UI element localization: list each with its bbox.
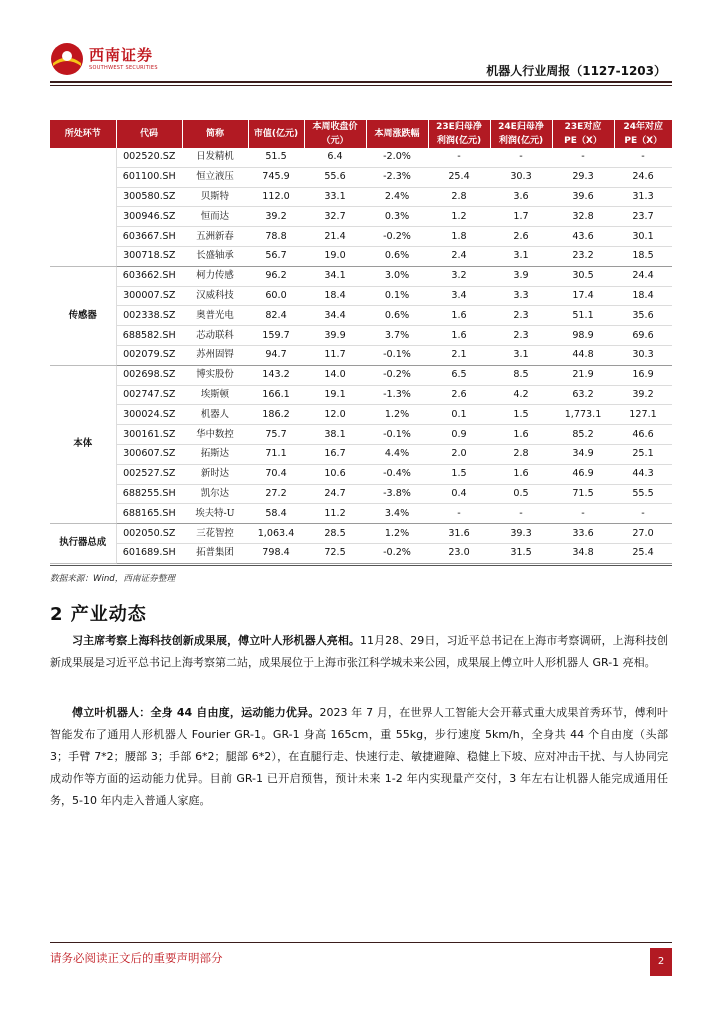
table-cell: - (614, 148, 672, 167)
table-cell: 71.1 (248, 444, 304, 464)
stock-name: 贝斯特 (182, 187, 248, 207)
table-cell: 19.0 (304, 246, 366, 266)
paragraph-1-body: 11月28、29日，习近平总书记在上海市考察调研，上海科技创新成果展是习近平总书记上海考察第二站，成果展位于上海市张江科学城未来公园，成果展上傅立叶人形机器人 GR-1 亮相。 (50, 634, 668, 669)
column-header: 23E对应 PE（X） (552, 120, 614, 148)
logo-chinese-name: 西南证券 (89, 45, 154, 64)
table-cell: 2.6 (428, 385, 490, 405)
table-cell: - (428, 504, 490, 524)
column-header: 本周收盘价 （元） (304, 120, 366, 148)
stock-name: 汉威科技 (182, 286, 248, 306)
table-cell: 1.2% (366, 405, 428, 425)
table-cell: 18.5 (614, 246, 672, 266)
table-cell: 11.2 (304, 504, 366, 524)
table-cell: 0.5 (490, 484, 552, 504)
stock-code: 300024.SZ (116, 405, 182, 425)
table-cell: 27.2 (248, 484, 304, 504)
table-cell: 25.4 (614, 543, 672, 563)
stock-name: 拓斯达 (182, 444, 248, 464)
segment-label (50, 148, 116, 266)
table-row (50, 148, 672, 167)
table-row (50, 444, 672, 464)
table-cell: 32.8 (552, 207, 614, 227)
table-cell: 3.9 (490, 266, 552, 286)
stock-name: 柯力传感 (182, 266, 248, 286)
table-cell: 43.6 (552, 227, 614, 247)
table-cell: 23.7 (614, 207, 672, 227)
table-cell: 11.7 (304, 345, 366, 365)
table-cell: 29.3 (552, 167, 614, 187)
table-row (50, 405, 672, 425)
table-cell: - (552, 504, 614, 524)
table-cell: 32.7 (304, 207, 366, 227)
table-cell: 75.7 (248, 425, 304, 445)
table-row (50, 326, 672, 346)
table-cell: - (428, 148, 490, 167)
table-cell: 2.8 (428, 187, 490, 207)
stock-code: 002527.SZ (116, 464, 182, 484)
stock-code: 002698.SZ (116, 365, 182, 385)
table-cell: 1.5 (490, 405, 552, 425)
table-cell: 1.6 (428, 306, 490, 326)
segment-label: 执行器总成 (50, 524, 116, 564)
table-cell: 30.3 (614, 345, 672, 365)
stock-code: 300007.SZ (116, 286, 182, 306)
table-cell: 0.3% (366, 207, 428, 227)
paragraph-1-lead: 习主席考察上海科技创新成果展，傅立叶人形机器人亮相。 (72, 634, 360, 647)
paragraph-2-lead: 傅立叶机器人：全身 44 自由度，运动能力优异。 (72, 706, 320, 719)
table-source-note: 数据来源：Wind，西南证券整理 (50, 574, 175, 584)
table-cell: 127.1 (614, 405, 672, 425)
table-cell: 3.0% (366, 266, 428, 286)
column-header: 24E归母净 利润(亿元) (490, 120, 552, 148)
table-cell: 2.8 (490, 444, 552, 464)
table-cell: 0.6% (366, 306, 428, 326)
column-header: 所处环节 (50, 120, 116, 148)
table-cell: 39.6 (552, 187, 614, 207)
table-cell: 69.6 (614, 326, 672, 346)
stock-code: 002747.SZ (116, 385, 182, 405)
table-cell: 24.7 (304, 484, 366, 504)
table-row (50, 543, 672, 563)
table-cell: 3.6 (490, 187, 552, 207)
table-row (50, 464, 672, 484)
table-cell: 16.7 (304, 444, 366, 464)
table-cell: 3.4 (428, 286, 490, 306)
paragraph-2-body: 2023 年 7 月，在世界人工智能大会开幕式重大成果首秀环节，傅利叶智能发布了通用人形机器人 Fourier GR-1。GR-1 身高 165cm，重 55kg，步行速度 5km/h，全身共 44 个自由度（头部 3；手臂 7*2；腰部 3；手部 6*2；腿部 6*2），在直腿行走、快速行走、敏捷避障、稳健上下坡、应对冲击干扰、与人协同完成动作等方面的运动能力优异。目前 GR-1 已开启预售，预计未来 1-2 年内实现量产交付，3 年左右让机器人能完成通用任务，5-10 年内走入普通人家庭。 (50, 706, 668, 807)
table-cell: 31.5 (490, 543, 552, 563)
table-cell: 56.7 (248, 246, 304, 266)
table-cell: 34.1 (304, 266, 366, 286)
table-row (50, 484, 672, 504)
table-cell: 4.4% (366, 444, 428, 464)
table-row (50, 227, 672, 247)
table-cell: 745.9 (248, 167, 304, 187)
table-cell: 2.0 (428, 444, 490, 464)
table-cell: 34.9 (552, 444, 614, 464)
table-cell: -0.1% (366, 345, 428, 365)
table-cell: 3.2 (428, 266, 490, 286)
table-cell: 0.6% (366, 246, 428, 266)
stock-name: 奥普光电 (182, 306, 248, 326)
table-row (50, 286, 672, 306)
table-cell: 4.2 (490, 385, 552, 405)
table-cell: 44.8 (552, 345, 614, 365)
table-cell: -0.2% (366, 365, 428, 385)
table-cell: - (552, 148, 614, 167)
table-cell: -0.2% (366, 543, 428, 563)
table-cell: 30.5 (552, 266, 614, 286)
table-row (50, 345, 672, 365)
table-cell: 55.6 (304, 167, 366, 187)
logo-emblem-icon (50, 42, 84, 76)
stock-name: 长盛轴承 (182, 246, 248, 266)
table-cell: 0.1 (428, 405, 490, 425)
stock-code: 002079.SZ (116, 345, 182, 365)
stock-name: 埃斯顿 (182, 385, 248, 405)
stock-name: 博实股份 (182, 365, 248, 385)
table-cell: 55.5 (614, 484, 672, 504)
table-cell: 1,773.1 (552, 405, 614, 425)
table-cell: -0.4% (366, 464, 428, 484)
stock-code: 688255.SH (116, 484, 182, 504)
table-cell: 63.2 (552, 385, 614, 405)
table-cell: 10.6 (304, 464, 366, 484)
table-cell: -2.3% (366, 167, 428, 187)
stock-name: 埃夫特-U (182, 504, 248, 524)
table-cell: 44.3 (614, 464, 672, 484)
table-cell: 798.4 (248, 543, 304, 563)
table-cell: 23.0 (428, 543, 490, 563)
logo-english-name: SOUTHWEST SECURITIES (89, 64, 158, 71)
table-cell: - (614, 504, 672, 524)
table-cell: 0.9 (428, 425, 490, 445)
table-cell: 1.2 (428, 207, 490, 227)
table-cell: 39.2 (614, 385, 672, 405)
table-cell: 2.1 (428, 345, 490, 365)
stock-name: 三花智控 (182, 524, 248, 544)
table-cell: 39.3 (490, 524, 552, 544)
table-cell: 159.7 (248, 326, 304, 346)
table-cell: 70.4 (248, 464, 304, 484)
column-header: 简称 (182, 120, 248, 148)
table-cell: 14.0 (304, 365, 366, 385)
table-cell: 39.2 (248, 207, 304, 227)
header-divider (50, 81, 672, 83)
stock-code: 300607.SZ (116, 444, 182, 464)
table-cell: 1.6 (490, 464, 552, 484)
stock-code: 002338.SZ (116, 306, 182, 326)
stock-name: 机器人 (182, 405, 248, 425)
table-cell: 60.0 (248, 286, 304, 306)
table-cell: 3.1 (490, 246, 552, 266)
table-cell: 85.2 (552, 425, 614, 445)
stock-code: 688165.SH (116, 504, 182, 524)
table-cell: -2.0% (366, 148, 428, 167)
table-row (50, 207, 672, 227)
table-cell: 33.1 (304, 187, 366, 207)
table-cell: 2.3 (490, 306, 552, 326)
table-row (50, 187, 672, 207)
paragraph-2 (50, 702, 668, 812)
table-cell: 19.1 (304, 385, 366, 405)
table-cell: 72.5 (304, 543, 366, 563)
stock-code: 300580.SZ (116, 187, 182, 207)
table-row (50, 524, 672, 544)
table-cell: 35.6 (614, 306, 672, 326)
stock-name: 拓普集团 (182, 543, 248, 563)
table-row (50, 306, 672, 326)
table-cell: 186.2 (248, 405, 304, 425)
table-cell: 6.4 (304, 148, 366, 167)
table-cell: 2.4 (428, 246, 490, 266)
table-cell: 38.1 (304, 425, 366, 445)
column-header: 23E归母净 利润(亿元) (428, 120, 490, 148)
table-cell: 51.1 (552, 306, 614, 326)
table-cell: 98.9 (552, 326, 614, 346)
table-cell: 30.1 (614, 227, 672, 247)
table-row (50, 365, 672, 385)
table-cell: 1,063.4 (248, 524, 304, 544)
table-cell: 71.5 (552, 484, 614, 504)
table-cell: 25.1 (614, 444, 672, 464)
header-divider-thin (50, 85, 672, 86)
table-row (50, 167, 672, 187)
section-title: 2 产业动态 (50, 604, 147, 625)
table-cell: 1.2% (366, 524, 428, 544)
table-cell: 16.9 (614, 365, 672, 385)
table-cell: -0.1% (366, 425, 428, 445)
table-cell: 2.4% (366, 187, 428, 207)
table-cell: 94.7 (248, 345, 304, 365)
table-cell: 1.6 (490, 425, 552, 445)
table-cell: 2.6 (490, 227, 552, 247)
table-cell: 0.1% (366, 286, 428, 306)
table-header-row (50, 120, 672, 148)
stock-code: 688582.SH (116, 326, 182, 346)
table-cell: 33.6 (552, 524, 614, 544)
paragraph-1 (50, 630, 668, 674)
table-cell: 21.9 (552, 365, 614, 385)
table-cell: 143.2 (248, 365, 304, 385)
table-row (50, 425, 672, 445)
table-cell: 30.3 (490, 167, 552, 187)
table-cell: 39.9 (304, 326, 366, 346)
table-cell: 58.4 (248, 504, 304, 524)
stock-name: 五洲新春 (182, 227, 248, 247)
table-cell: 3.4% (366, 504, 428, 524)
footer-divider (50, 942, 672, 943)
table-cell: 166.1 (248, 385, 304, 405)
table-cell: 23.2 (552, 246, 614, 266)
stock-name: 芯动联科 (182, 326, 248, 346)
stock-valuation-table (50, 120, 672, 564)
table-cell: 51.5 (248, 148, 304, 167)
table-cell: 6.5 (428, 365, 490, 385)
stock-code: 300161.SZ (116, 425, 182, 445)
table-cell: -0.2% (366, 227, 428, 247)
table-cell: 96.2 (248, 266, 304, 286)
stock-name: 苏州固锝 (182, 345, 248, 365)
stock-code: 601100.SH (116, 167, 182, 187)
table-cell: 27.0 (614, 524, 672, 544)
stock-code: 002050.SZ (116, 524, 182, 544)
table-cell: 82.4 (248, 306, 304, 326)
table-cell: 3.3 (490, 286, 552, 306)
table-cell: -3.8% (366, 484, 428, 504)
table-row (50, 266, 672, 286)
stock-name: 恒立液压 (182, 167, 248, 187)
table-cell: -1.3% (366, 385, 428, 405)
table-cell: 3.7% (366, 326, 428, 346)
company-logo (50, 42, 158, 76)
table-cell: 1.7 (490, 207, 552, 227)
table-cell: 1.5 (428, 464, 490, 484)
table-cell: 17.4 (552, 286, 614, 306)
table-cell: 1.8 (428, 227, 490, 247)
stock-code: 300718.SZ (116, 246, 182, 266)
table-cell: 78.8 (248, 227, 304, 247)
table-cell: 34.8 (552, 543, 614, 563)
segment-label: 传感器 (50, 266, 116, 365)
table-row (50, 504, 672, 524)
segment-label: 本体 (50, 365, 116, 523)
table-cell: 18.4 (304, 286, 366, 306)
stock-code: 002520.SZ (116, 148, 182, 167)
table-cell: 24.4 (614, 266, 672, 286)
table-bottom-rule (50, 565, 672, 566)
table-cell: 8.5 (490, 365, 552, 385)
table-cell: 18.4 (614, 286, 672, 306)
table-cell: 46.9 (552, 464, 614, 484)
table-cell: 34.4 (304, 306, 366, 326)
stock-name: 新时达 (182, 464, 248, 484)
table-cell: 24.6 (614, 167, 672, 187)
table-cell: 28.5 (304, 524, 366, 544)
column-header: 市值(亿元) (248, 120, 304, 148)
stock-code: 603667.SH (116, 227, 182, 247)
table-cell: 31.6 (428, 524, 490, 544)
column-header: 24年对应 PE（X） (614, 120, 672, 148)
column-header: 本周涨跌幅 (366, 120, 428, 148)
stock-code: 601689.SH (116, 543, 182, 563)
table-cell: 3.1 (490, 345, 552, 365)
report-title: 机器人行业周报（1127-1203） (486, 64, 666, 78)
stock-name: 日发精机 (182, 148, 248, 167)
table-cell: 31.3 (614, 187, 672, 207)
stock-name: 恒而达 (182, 207, 248, 227)
table-row (50, 246, 672, 266)
disclaimer-note: 请务必阅读正文后的重要声明部分 (50, 951, 223, 965)
stock-code: 300946.SZ (116, 207, 182, 227)
stock-name: 华中数控 (182, 425, 248, 445)
table-cell: 1.6 (428, 326, 490, 346)
table-cell: 12.0 (304, 405, 366, 425)
table-cell: - (490, 504, 552, 524)
column-header: 代码 (116, 120, 182, 148)
stock-name: 凯尔达 (182, 484, 248, 504)
table-cell: - (490, 148, 552, 167)
table-cell: 112.0 (248, 187, 304, 207)
table-cell: 46.6 (614, 425, 672, 445)
table-cell: 25.4 (428, 167, 490, 187)
stock-code: 603662.SH (116, 266, 182, 286)
table-cell: 21.4 (304, 227, 366, 247)
table-cell: 2.3 (490, 326, 552, 346)
page-number: 2 (650, 948, 672, 976)
table-row (50, 385, 672, 405)
table-cell: 0.4 (428, 484, 490, 504)
